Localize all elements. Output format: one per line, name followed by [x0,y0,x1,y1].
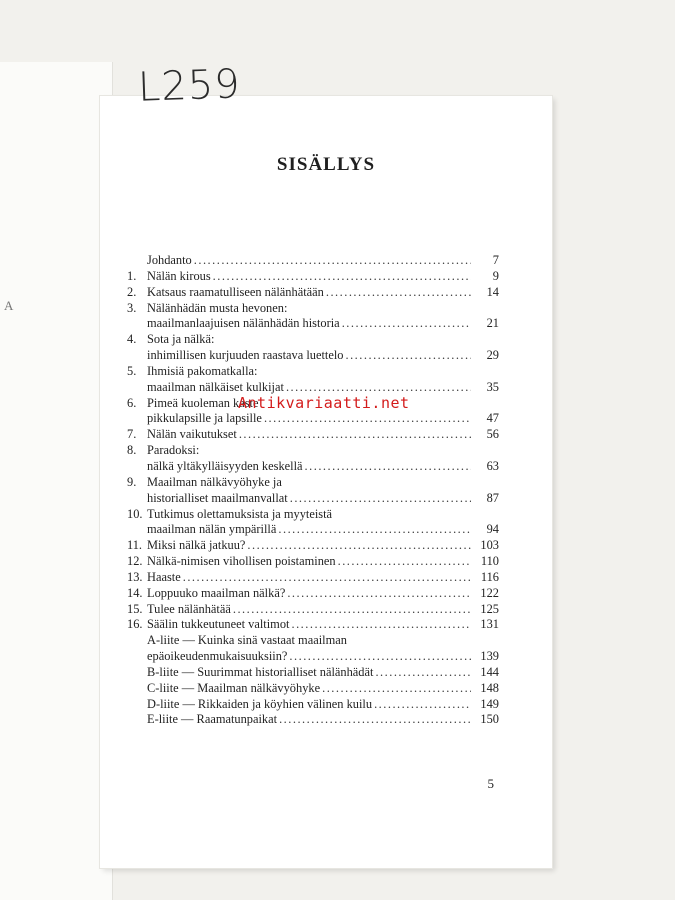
toc-line [127,285,499,301]
toc-leader-dots [194,253,471,269]
toc-chapter-number [127,348,147,364]
toc-line [127,522,499,538]
toc-line [127,602,499,618]
toc-leader-dots [289,649,471,665]
toc-entry [127,554,499,570]
toc-line [127,253,499,269]
toc-chapter-number: 2. [127,284,137,299]
toc-page-number: 122 [480,585,499,600]
toc-chapter-title: nälkä yltäkylläisyyden keskellä [147,458,303,473]
toc-entry [127,538,499,554]
handwritten-note: L259 [137,61,242,111]
toc-chapter-title: C-liite — Maailman nälkävyöhyke [147,680,321,695]
toc-entry [127,301,499,333]
toc-leader-dots [213,269,471,285]
toc-chapter-title: maailman nälän ympärillä [147,522,277,537]
toc-chapter-title: Nälänhädän musta hevonen: [147,300,288,315]
toc-chapter-title: Loppuuko maailman nälkä? [147,585,286,600]
toc-page-number: 29 [486,348,499,363]
toc-page-number: 110 [480,554,499,569]
toc-chapter-number: 10. [127,506,143,521]
watermark-text: Antikvariaatti.net [238,394,410,412]
toc-leader-dots [287,586,471,602]
toc-chapter-title: Tutkimus olettamuksista ja myyteistä [147,506,333,521]
toc-line [127,301,499,317]
toc-page-number: 7 [492,253,499,267]
toc-chapter-number [127,681,147,697]
toc-line [127,633,499,649]
toc-leader-dots [322,681,471,697]
toc-entry [127,633,499,665]
toc-entry [127,475,499,507]
toc-entry [127,427,499,443]
toc-entry [127,665,499,681]
toc-leader-dots [239,427,471,443]
toc-line [127,617,499,633]
toc-page-number: 63 [486,458,499,473]
toc-entry [127,586,499,602]
toc-chapter-title: inhimillisen kurjuuden raastava luettelo [147,348,344,363]
toc-leader-dots [278,522,471,538]
toc-page-number: 103 [480,538,499,553]
toc-chapter-title: maailman nälkäiset kulkijat [147,379,284,394]
toc-chapter-number: 12. [127,554,143,569]
toc-line [127,712,499,728]
toc-chapter-title: Nälän kirous [147,268,211,283]
toc-leader-dots [342,316,471,332]
book-page [100,96,552,868]
toc-line [127,443,499,459]
toc-chapter-number: 1. [127,268,137,283]
toc-page-number: 125 [480,601,499,616]
toc-chapter-title: Haaste [147,569,181,584]
toc-leader-dots [290,491,471,507]
toc-leader-dots [279,712,471,728]
toc-line [127,538,499,554]
toc-line [127,570,499,586]
toc-chapter-number: 9. [127,474,137,489]
toc-leader-dots [375,665,471,681]
toc-chapter-number [127,649,147,665]
toc-line [127,427,499,443]
toc-line [127,649,499,665]
toc-leader-dots [264,411,471,427]
toc-page-number: 87 [486,490,499,505]
toc-chapter-title: pikkulapsille ja lapsille [147,411,262,426]
toc-chapter-number: 11. [127,538,143,553]
toc-line [127,459,499,475]
toc-chapter-number: 7. [127,427,137,442]
toc-page-number: 94 [486,522,499,537]
toc-leader-dots [183,570,471,586]
toc-line [127,586,499,602]
toc-leader-dots [247,538,471,554]
toc-chapter-number [127,459,147,475]
toc-chapter-title: Pimeä kuoleman kaste [147,395,259,410]
toc-chapter-number [127,316,147,332]
toc-chapter-number [127,697,147,713]
toc-chapter-number: 15. [127,601,143,616]
toc-leader-dots [291,617,471,633]
toc-entry [127,507,499,539]
toc-chapter-number [127,522,147,538]
table-of-contents [127,253,499,728]
toc-chapter-title: D-liite — Rikkaiden ja köyhien välinen kuilu [147,696,373,711]
toc-chapter-title: Säälin tukkeutuneet valtimot [147,617,290,632]
toc-page-number: 144 [480,664,499,679]
toc-entry [127,285,499,301]
toc-page-number: 21 [486,316,499,331]
toc-leader-dots [338,554,471,570]
toc-chapter-number [127,491,147,507]
toc-entry [127,697,499,713]
toc-page-number: 56 [486,427,499,442]
toc-chapter-number: 14. [127,585,143,600]
toc-chapter-number: 16. [127,617,143,632]
toc-line [127,411,499,427]
toc-chapter-title: Paradoksi: [147,443,200,458]
toc-chapter-number [127,633,147,649]
toc-page-number: 47 [486,411,499,426]
toc-page-number: 35 [486,379,499,394]
toc-chapter-title: Katsaus raamatulliseen nälänhätään [147,284,324,299]
toc-line [127,697,499,713]
toc-leader-dots [305,459,471,475]
toc-line [127,316,499,332]
toc-leader-dots [326,285,471,301]
toc-line [127,269,499,285]
toc-line [127,475,499,491]
toc-leader-dots [233,602,471,618]
previous-page-edge [0,62,113,900]
toc-chapter-title: Nälkä-nimisen vihollisen poistaminen [147,554,336,569]
toc-chapter-title: Maailman nälkävyöhyke ja [147,474,282,489]
toc-chapter-number: 5. [127,363,137,378]
toc-chapter-title: E-liite — Raamatunpaikat [147,712,278,727]
previous-page-letter: A [4,298,14,313]
toc-chapter-number [127,253,147,269]
toc-chapter-number: 8. [127,443,137,458]
toc-line [127,554,499,570]
toc-entry [127,570,499,586]
page-number: 5 [487,776,494,791]
toc-leader-dots [345,348,471,364]
toc-chapter-title: Tulee nälänhätää [147,601,231,616]
toc-entry [127,253,499,269]
toc-page-number: 14 [486,284,499,299]
toc-page-number: 148 [480,680,499,695]
toc-chapter-title: Sota ja nälkä: [147,332,215,347]
toc-entry [127,712,499,728]
toc-chapter-number [127,411,147,427]
toc-chapter-title: A-liite — Kuinka sinä vastaat maailman [147,633,347,648]
toc-line [127,681,499,697]
toc-chapter-number: 4. [127,332,137,347]
toc-chapter-title: B-liite — Suurimmat historialliset nälänhädät [147,664,374,679]
toc-line [127,491,499,507]
toc-entry [127,617,499,633]
toc-line [127,665,499,681]
toc-line [127,332,499,348]
toc-line [127,364,499,380]
toc-page-number: 150 [480,712,499,727]
toc-chapter-title: epäoikeudenmukaisuuksiin? [147,649,288,664]
toc-chapter-title: Nälän vaikutukset [147,427,237,442]
page-title: SISÄLLYS [276,154,376,175]
toc-entry [127,364,499,396]
toc-page-number: 116 [480,569,499,584]
toc-chapter-number [127,712,147,728]
toc-chapter-number: 6. [127,395,137,410]
toc-chapter-title: Miksi nälkä jatkuu? [147,538,246,553]
toc-page-number: 131 [480,617,499,632]
toc-line [127,507,499,523]
toc-chapter-title: maailmanlaajuisen nälänhädän historia [147,316,340,331]
toc-chapter-number [127,665,147,681]
toc-chapter-number: 3. [127,300,137,315]
toc-chapter-title: Ihmisiä pakomatkalla: [147,363,258,378]
toc-chapter-number: 13. [127,569,143,584]
toc-entry [127,269,499,285]
toc-chapter-title: Johdanto [147,253,192,267]
toc-entry [127,443,499,475]
toc-line [127,348,499,364]
toc-entry [127,332,499,364]
toc-leader-dots [374,697,471,713]
toc-page-number: 9 [492,268,499,283]
toc-entry [127,681,499,697]
toc-page-number: 149 [480,696,499,711]
toc-chapter-number [127,380,147,396]
toc-chapter-title: historialliset maailmanvallat [147,490,288,505]
toc-page-number: 139 [480,649,499,664]
toc-entry [127,602,499,618]
